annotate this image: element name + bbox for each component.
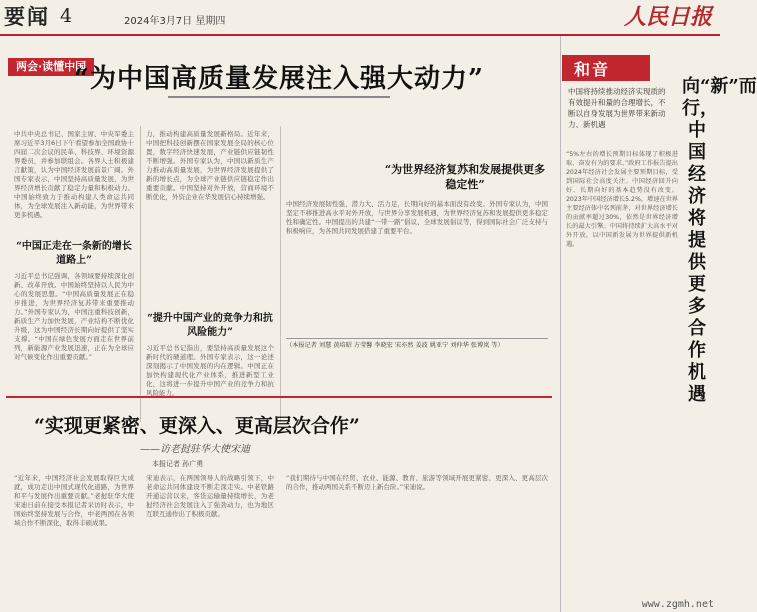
- page-number: 4: [60, 5, 73, 27]
- commentary-summary: 中国将持续推动经济实现质的有效提升和量的合理增长，不断以自身发展为世界带来新动力、新机遇: [568, 87, 666, 129]
- publication-date: 2024年3月7日 星期四: [124, 16, 226, 27]
- col2-para-a: 力，推动构建高质量发展新格局。近年来，中国把科技创新摆在国家发展全局的核心位置，数字经济快速发展，产业链供应链韧性不断增强。外国专家认为，中国以新质生产力推动高质量发展，为世界经济发展提供了新的增长点，为全球产业链供应链稳定作出重要贡献。中国坚持对外开放，营商环境不断优化，外资企业在华发展信心持续增强。: [146, 130, 274, 201]
- page-header: [0, 0, 720, 36]
- interview-deck: ——访老挝驻华大使宋迪: [140, 444, 250, 455]
- commentary-headline: 向“新”而行，中国经济将提供更多合作机遇: [682, 76, 757, 405]
- column-tag: 两会·读懂中国: [8, 58, 94, 76]
- column-divider: [280, 126, 281, 422]
- commentary-body: “5%左右的增长预期目标体现了积极进取、奋发有为的要求。”政府工作报告提出2024年经济社会发展主要预期目标，受到国际社会高度关注。中国经济回升向好、长期向好的基本趋势没有改变。2023年中国经济增长5.2%，增速在世界主要经济体中名列前茅，对世界经济增长的贡献率超过30%，依然是世界经济增长的最大引擎。中国将持续扩大高水平对外开放，以中国新发展为世界提供新机遇。: [566, 151, 678, 248]
- interview-byline: 本报记者 孙广勇: [152, 460, 204, 468]
- col2-para-b: 习近平总书记指出，要坚持高质量发展这个新时代的硬道理。外国专家表示，这一论述深刻揭示了中国发展的内在逻辑。中国正在加快构建现代化产业体系，推进新型工业化，这将进一步提升中国产业的竞争力和抗风险能力。: [146, 344, 274, 397]
- col1-para-b: 习近平总书记强调，各领域要持续深化创新、改革开放。中国始终坚持以人民为中心的发展思想。“中国高质量发展正在稳步推进，为世界经济复苏带来重要推动力。”外国专家认为，中国注重科技创新，新质生产力加快发展，产业结构不断优化升级，这为中国经济长期向好提供了坚实支撑。“中国在绿色发展方面走在世界前列，新能源产业发展迅速，正在为全球应对气候变化作出重要贡献。”: [14, 272, 134, 361]
- col1-subhead: “中国正走在一条新的增长道路上”: [16, 241, 132, 266]
- column-divider: [140, 126, 141, 422]
- main-headline: “为中国高质量发展注入强大动力”: [74, 64, 484, 94]
- interview-para-c: “我们期待与中国在经贸、农业、能源、教育、旅游等领域开展更紧密、更深入、更高层次的合作，推动两国关系不断迈上新台阶。”宋迪说。: [286, 474, 548, 491]
- watermark-text: www.zgmh.net: [641, 599, 714, 610]
- headline-divider: [168, 96, 390, 98]
- section-title: 要闻: [4, 4, 50, 29]
- commentary-column-name: 和音: [562, 55, 650, 81]
- col2-subhead: “提升中国产业的竞争力和抗风险能力”: [147, 313, 273, 338]
- author-credits: （本报记者 刘慧 黄培昭 方莹馨 李晓宏 宋亦然 姜波 姚亚宁 刘仲华 张博岚 等）: [286, 338, 548, 350]
- col1-para-a: 中共中央总书记、国家主席、中央军委主席习近平3月6日下午看望参加全国政协十四届二次会议的民革、科技界、环境资源界委员，并参加联组会。各界人士积极建言献策，认为中国经济发展前景广阔。外国专家表示，中国坚持高质量发展，为世界经济增长贡献了稳定力量和积极动力。中国始终致力于推动构建人类命运共同体，为全球发展注入新动能，为世界带来更多机遇。: [14, 130, 134, 219]
- interview-para-b: 宋迪表示，在两国领导人的战略引领下，中老命运共同体建设不断走深走实。中老铁路开通运营以来，客货运输量持续增长，为老挝经济社会发展注入了强劲动力，也为地区互联互通作出了积极贡献。: [146, 474, 274, 518]
- section-label: [4, 4, 72, 28]
- masthead-logo: 人民日报: [623, 4, 712, 30]
- col3-subhead: “为世界经济复苏和发展提供更多稳定性”: [384, 163, 546, 191]
- interview-para-a: “近年来，中国经济社会发展取得巨大成就，成功走出中国式现代化道路，为世界和平与发展作出重要贡献。”老挝驻华大使宋迪日前在接受本报记者采访时表示，中国始终坚持发展与合作，中老两国在各领域合作不断深化，取得丰硕成果。: [14, 474, 134, 527]
- col3-para-a: 中国经济发展韧性强、潜力大、活力足，长期向好的基本面没有改变。外国专家认为，中国坚定不移推进高水平对外开放，与世界分享发展机遇，为世界经济复苏和发展提供更多稳定性和确定性。中国提出的共建“一带一路”倡议、全球发展倡议等，得到国际社会广泛支持与积极响应，为各国共同发展搭建了重要平台。: [286, 200, 548, 235]
- interview-headline: “实现更紧密、更深入、更高层次合作”: [34, 415, 360, 437]
